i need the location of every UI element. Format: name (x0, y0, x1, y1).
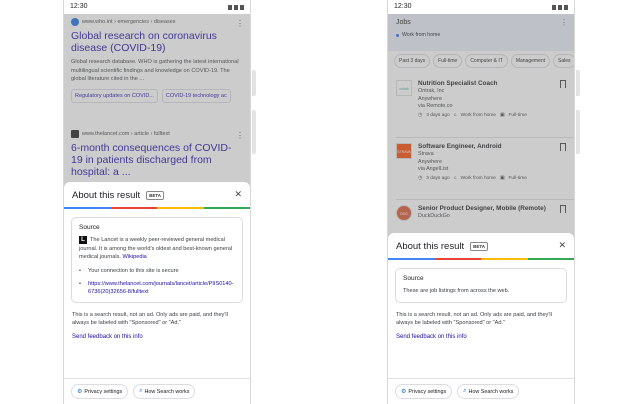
sheet-title: About this result (396, 241, 465, 252)
search-icon: ⌕ (463, 388, 467, 394)
job-listing[interactable] (388, 80, 574, 118)
filter-sales[interactable]: Sales (553, 54, 574, 68)
more-options-icon[interactable]: ⋮ (236, 131, 244, 140)
job-listing[interactable] (388, 205, 574, 221)
job-title: Software Engineer, Android (418, 143, 502, 150)
phone-side-button (252, 110, 256, 154)
filter-management[interactable]: Management (511, 54, 550, 68)
secure-row (79, 267, 235, 275)
close-icon[interactable]: ✕ (234, 189, 242, 199)
privacy-settings-button[interactable]: ⚙ Privacy settings (395, 384, 452, 399)
url-row (79, 280, 235, 296)
about-this-result-sheet (388, 233, 574, 404)
company-logo: ontrak (396, 80, 412, 96)
home-icon: ⌂ (453, 112, 457, 118)
clock: 12:30 (394, 3, 412, 10)
job-location: Anywhere (418, 158, 442, 165)
sheet-header (388, 233, 574, 258)
job-company: DuckDuckGo (418, 213, 450, 219)
more-options-icon[interactable]: ⋮ (236, 19, 244, 28)
phone-right (387, 0, 575, 404)
signal-icon (558, 5, 562, 10)
bookmark-icon[interactable] (560, 143, 566, 151)
briefcase-icon: ▣ (499, 112, 505, 118)
job-company: Ontrak, Inc (418, 88, 445, 94)
job-company: Strava (418, 151, 434, 157)
beta-badge: BETA (470, 242, 488, 251)
globe-icon (71, 18, 79, 26)
phone-side-button (576, 70, 580, 96)
how-search-works-button[interactable]: ⌕ How Search works (457, 384, 519, 399)
gear-icon: ⚙ (401, 389, 407, 395)
sheet-header (64, 182, 250, 207)
wikipedia-link[interactable]: Wikipedia (122, 254, 147, 260)
status-bar (388, 0, 574, 14)
close-icon[interactable]: ✕ (558, 240, 566, 250)
sheet-footer (388, 378, 574, 404)
sheet-title: About this result (72, 190, 141, 201)
job-title: Senior Product Designer, Mobile (Remote) (418, 205, 546, 212)
result-title[interactable]: 6-month consequences of COVID-19 in patients discharged from hospital: a ... (71, 142, 232, 178)
search-result-who[interactable] (64, 14, 250, 122)
google-color-bar (388, 258, 574, 260)
result-snippet: Global research database. WHO is gathering the latest international multilingual scientific findings and knowledge on COVID-19. The global literature cited in the ... (71, 59, 239, 82)
sitelinks (71, 89, 243, 103)
company-logo: DDG (396, 205, 412, 221)
clock-icon: ◷ (418, 175, 423, 181)
more-options-icon[interactable]: ⋮ (560, 18, 568, 27)
ad-notice: This is a search result, not an ad. Only ads are paid, and they'll always be labeled with "Sponsored" or "Ad." (72, 311, 228, 326)
source-description: These are job listings from across the web. (403, 288, 510, 294)
secure-text: Your connection to this site is secure (88, 267, 179, 274)
send-feedback-link[interactable]: Send feedback on this info (72, 333, 143, 340)
job-title: Nutrition Specialist Coach (418, 80, 498, 87)
result-url: www.who.int › emergencies › diseases (71, 18, 243, 26)
company-logo: STRAVA (396, 143, 412, 159)
jobs-header (388, 14, 574, 51)
privacy-settings-button[interactable]: ⚙ Privacy settings (71, 384, 128, 399)
job-source: via AngelList (418, 166, 449, 173)
link-icon: • (79, 280, 81, 287)
sitelink-technology[interactable]: COVID-19 technology ac (162, 89, 231, 103)
lancet-favicon (71, 130, 79, 138)
result-url: www.thelancet.com › article › fulltext (71, 130, 243, 138)
filter-chips (394, 54, 574, 68)
job-meta: ◷ 3 days ago ⌂ Work from home ▣ Full-time (418, 175, 527, 181)
jobs-title: Jobs (396, 19, 411, 26)
battery-icon (240, 5, 244, 10)
ad-notice: This is a search result, not an ad. Only ads are paid, and they'll always be labeled with "Sponsored" or "Ad." (396, 311, 552, 326)
clock: 12:30 (70, 3, 88, 10)
beta-badge: BETA (146, 191, 164, 200)
home-icon: ⌂ (453, 175, 457, 181)
job-meta: ◷ 3 days ago ⌂ Work from home ▣ Full-time (418, 112, 527, 118)
wifi-icon (228, 5, 232, 10)
job-listing[interactable] (388, 143, 574, 181)
sitelink-regulatory[interactable]: Regulatory updates on COVID... (71, 89, 158, 103)
search-result-lancet[interactable] (64, 126, 250, 186)
status-icons (552, 3, 568, 11)
source-heading: Source (403, 275, 424, 282)
source-heading: Source (79, 224, 100, 231)
job-location: Anywhere (418, 95, 442, 102)
bookmark-icon[interactable] (560, 205, 566, 213)
result-title[interactable]: Global research on coronavirus disease (COVID-19) (71, 30, 217, 54)
phone-side-button (576, 110, 580, 154)
send-feedback-link[interactable]: Send feedback on this info (396, 333, 467, 340)
search-icon: ⌕ (139, 388, 143, 394)
job-source: via Remote.co (418, 103, 453, 110)
source-card (71, 217, 243, 303)
status-bar (64, 0, 250, 14)
google-color-bar (64, 207, 250, 209)
briefcase-icon: ▣ (499, 175, 505, 181)
location-dot-icon (396, 34, 399, 37)
gear-icon: ⚙ (77, 389, 83, 395)
divider (396, 137, 574, 138)
phone-left (63, 0, 251, 404)
filter-full-time[interactable]: Full-time (433, 54, 462, 68)
bookmark-icon[interactable] (560, 80, 566, 88)
wifi-icon (552, 5, 556, 10)
battery-icon (564, 5, 568, 10)
sheet-footer (64, 378, 250, 404)
lancet-logo-icon: L (79, 236, 87, 244)
signal-icon (234, 5, 238, 10)
divider (396, 199, 574, 200)
source-card (395, 268, 567, 303)
about-this-result-sheet (64, 182, 250, 404)
lock-icon: • (79, 267, 81, 274)
clock-icon: ◷ (418, 112, 423, 118)
how-search-works-button[interactable]: ⌕ How Search works (133, 384, 195, 399)
filter-computer-it[interactable]: Computer & IT (465, 54, 508, 68)
source-description: L The Lancet is a weekly peer-reviewed general medical journal. It is among the world's oldest and best-known general medical journals. Wikipedia (79, 237, 233, 260)
source-url[interactable]: https://www.thelancet.com/journals/lancet/article/PIIS0140-6736(20)32656-8/fulltext (88, 280, 234, 295)
status-icons (228, 3, 244, 11)
filter-past-3-days[interactable]: Past 3 days (394, 54, 430, 68)
jobs-location: Work from home (396, 32, 566, 38)
phone-side-button (252, 70, 256, 96)
